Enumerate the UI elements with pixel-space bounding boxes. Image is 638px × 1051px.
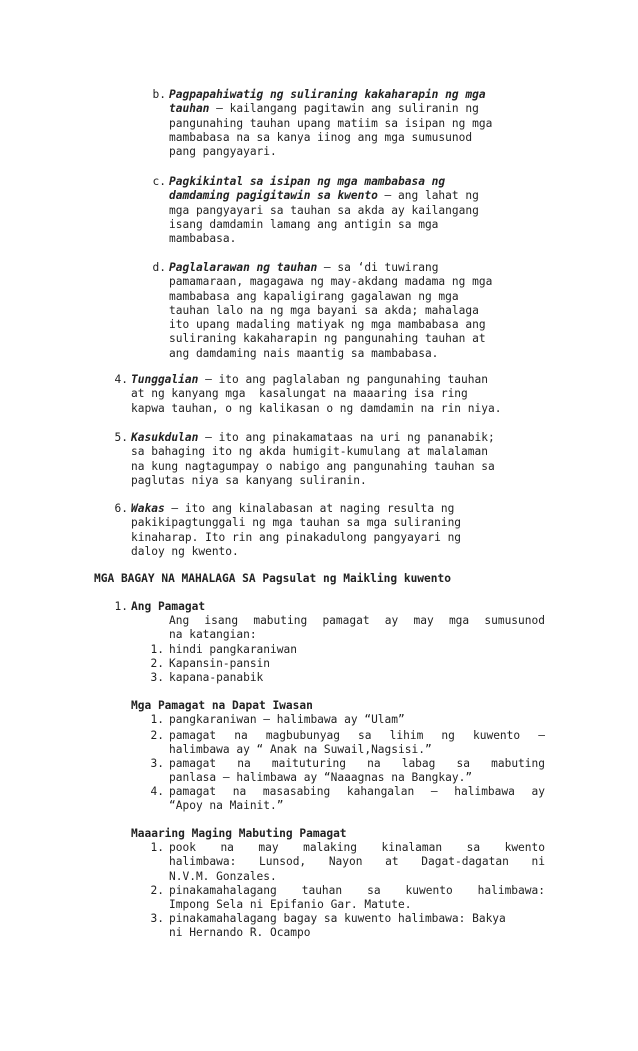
item-text: kapwa tauhan, o ng kalikasan o ng damdamin na rin niya. (131, 401, 502, 415)
list-item (169, 713, 545, 727)
item-text: isang damdamin lamang ang antigin sa mga (169, 217, 439, 231)
list-item: Kapansin-pansin (169, 657, 271, 670)
list-marker: 1. (150, 713, 164, 726)
list-marker: 2. (150, 884, 164, 897)
item-text: kinaharap. Ito rin ang pinakadulong pangyayari ng (131, 530, 462, 544)
item-text: – kailangang pagitawin ang suliranin ng (209, 102, 479, 116)
list-item (169, 884, 545, 913)
item-text: paglutas niya sa kanyang suliranin. (131, 473, 367, 487)
list-item-b (169, 88, 529, 159)
item-title: tauhan (169, 102, 210, 116)
list-item-c (169, 175, 529, 246)
list-marker: 4. (114, 373, 128, 386)
item-text: suliraning kakaharapin ng pangunahing tauhan at (169, 332, 486, 346)
list-item (169, 841, 545, 884)
list-item-line: “Apoy na Mainit.” (169, 799, 284, 813)
item-text: ang damdaming nais maantig sa mambabasa. (169, 346, 439, 360)
item-text: na kung nagtagumpay o nabigo ang pangunahing tauhan sa (131, 459, 495, 473)
list-item-line: pangkaraniwan – halimbawa ay “Ulam” (169, 713, 405, 726)
item-term: Kasukdulan (131, 431, 199, 444)
list-marker: 6. (114, 502, 128, 515)
list-item-line: pamagat na masasabing kahangalan – halimbawa ay (169, 785, 545, 798)
item-text: ito upang madaling matiyak ng mga mambabasa ang (169, 318, 486, 332)
list-item (169, 729, 545, 758)
list-marker: 3. (150, 671, 164, 684)
list-item (169, 757, 545, 786)
item-term: Wakas (131, 502, 165, 515)
list-marker: 4. (150, 785, 164, 798)
item-text: – ito ang pinakamataas na uri ng pananabik; (198, 431, 495, 444)
list-marker: 1. (150, 643, 164, 656)
list-marker: 1. (150, 841, 164, 854)
list-item: kapana-panabik (169, 671, 264, 684)
item-text: mambabasa na sa kanya iinog ang mga sumusunod (169, 130, 473, 144)
pamagat-description (169, 614, 545, 643)
item-text: mambabasa. (169, 232, 237, 246)
list-item-line: pinakamahalagang bagay sa kuwento halimbawa: Bakya (169, 912, 506, 925)
list-marker: 2. (150, 729, 164, 742)
item-text: mga pangyayari sa tauhan sa akda ay kailangang (169, 203, 479, 217)
item-text: pangunahing tauhan upang matiim sa isipan ng mga (169, 116, 493, 130)
item-text: at ng kanyang mga kasalungat na maaaring isa ring (131, 387, 468, 401)
item-text: – ito ang kinalabasan at naging resulta ng (164, 502, 455, 515)
list-marker: 3. (150, 757, 164, 770)
list-item-line: pamagat na magbubunyag sa lihim ng kuwento – (169, 729, 545, 742)
list-item-line: Impong Sela ni Epifanio Gar. Matute. (169, 898, 412, 912)
list-item-d (169, 261, 529, 361)
list-marker: c. (152, 175, 166, 188)
list-marker: d. (152, 261, 166, 274)
item-title: damdaming pagigitawin sa kwento (169, 189, 378, 203)
paragraph-line: na katangian: (169, 628, 257, 642)
list-marker: 5. (114, 431, 128, 444)
list-item-line: pinakamahalagang tauhan sa kuwento halimbawa: (169, 884, 545, 897)
list-item-line: panlasa – halimbawa ay “Naaagnas na Bangkay.” (169, 771, 473, 785)
subsection-heading: Maaaring Maging Mabuting Pamagat (131, 827, 347, 840)
list-item-5 (131, 431, 551, 488)
list-marker: 1. (114, 600, 128, 613)
list-item-line: pamagat na maituturing na labag sa mabuting (169, 757, 545, 770)
list-marker: 2. (150, 657, 164, 670)
paragraph-line: Ang isang mabuting pamagat ay may mga sumusunod (169, 614, 545, 627)
list-item (169, 912, 545, 941)
item-text: mambabasa ang kapaligirang gagalawan ng mga (169, 289, 459, 303)
item-text: – ito ang paglalaban ng pangunahing tauhan (198, 373, 488, 386)
subsection-heading: Ang Pamagat (131, 600, 206, 613)
item-title: Pagkikintal sa isipan ng mga mambabasa ng (169, 175, 446, 188)
section-heading: MGA BAGAY NA MAHALAGA SA Pagsulat ng Maikling kuwento (94, 572, 451, 585)
list-item: hindi pangkaraniwan (169, 643, 297, 656)
list-marker: 3. (150, 912, 164, 925)
item-text: pang pangyayari. (169, 145, 277, 159)
item-title: Pagpapahiwatig ng suliraning kakaharapin ng mga (169, 88, 486, 101)
item-text: – ang lahat ng (377, 189, 479, 203)
list-item-line: halimbawa: Lunsod, Nayon at Dagat-dagatan ni (169, 855, 545, 869)
item-text: tauhan lalo na ng mga bayani sa akda; mahalaga (169, 303, 479, 317)
item-text: sa bahaging ito ng akda humigit-kumulang at malalaman (131, 445, 488, 459)
item-text: pakikipagtunggali ng mga tauhan sa mga suliraning (131, 516, 462, 530)
item-text: pamamaraan, magagawa ng may-akdang madama ng mga (169, 275, 493, 289)
subsection-heading: Mga Pamagat na Dapat Iwasan (131, 699, 313, 712)
list-item-4 (131, 373, 551, 416)
list-item-line: halimbawa ay “ Anak na Suwail,Nagsisi.” (169, 743, 432, 757)
item-title: Paglalarawan ng tauhan (169, 261, 318, 274)
item-term: Tunggalian (131, 373, 199, 386)
list-item-line: ni Hernando R. Ocampo (169, 926, 311, 940)
item-text: daloy ng kwento. (131, 544, 239, 558)
item-text: – sa ‘di tuwirang (317, 261, 439, 274)
list-item-6 (131, 502, 551, 559)
list-item (169, 785, 545, 814)
list-item-line: N.V.M. Gonzales. (169, 869, 277, 883)
list-marker: b. (152, 88, 166, 101)
list-item-line: pook na may malaking kinalaman sa kwento (169, 841, 545, 854)
